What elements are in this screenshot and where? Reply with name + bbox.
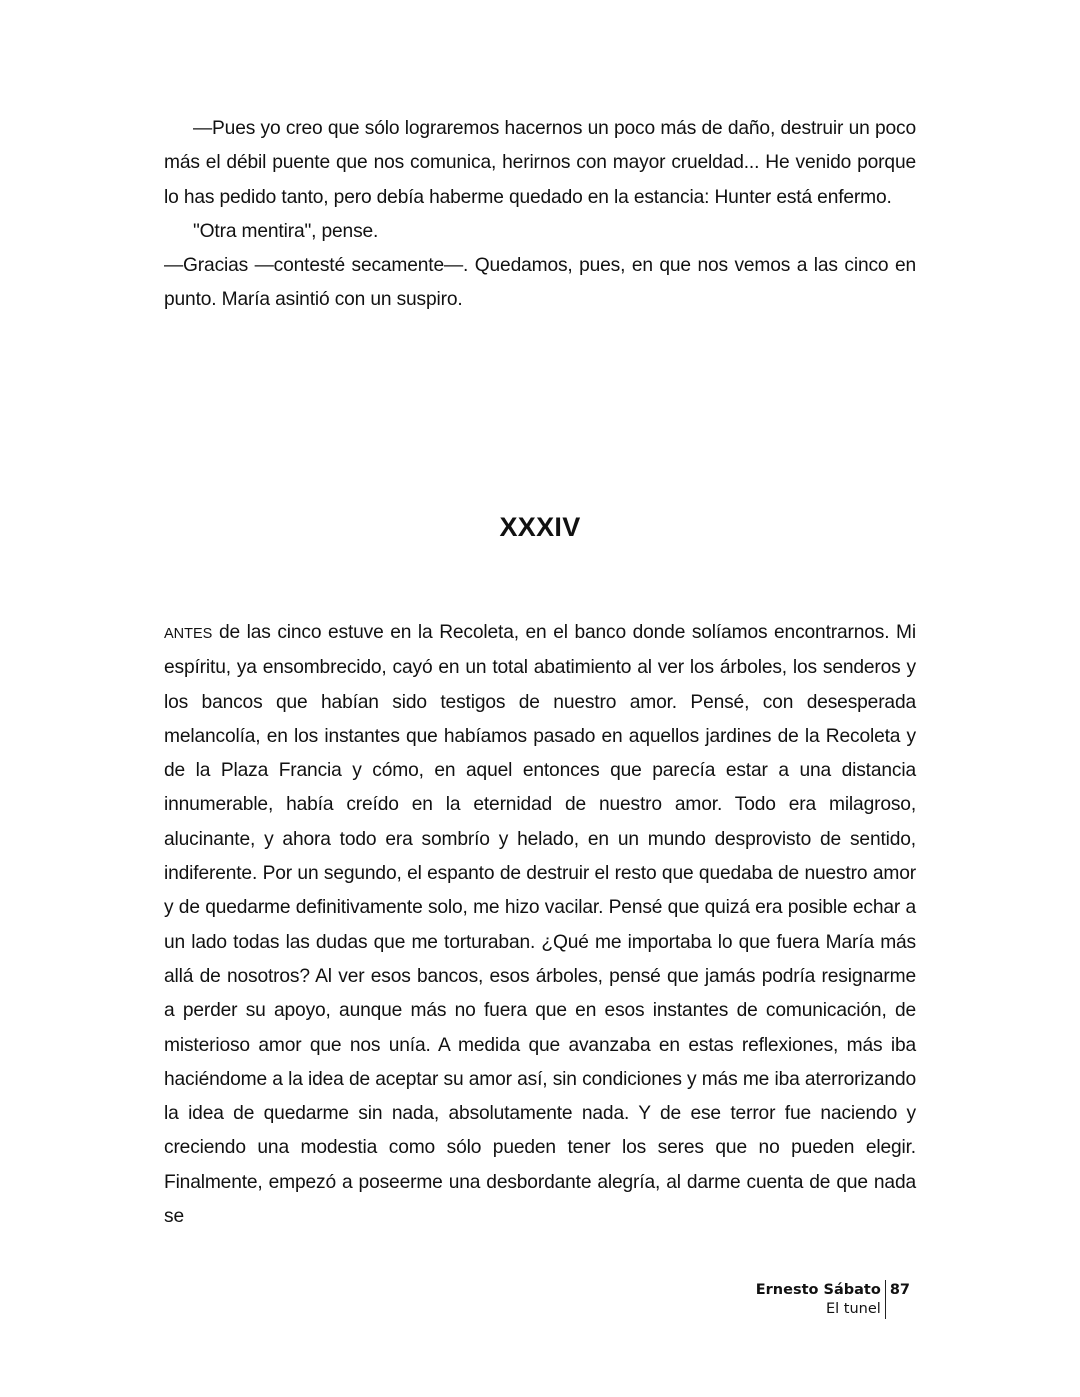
lead-smallcaps: ANTES [164, 626, 213, 642]
footer-author: Ernesto Sábato [755, 1282, 881, 1298]
paragraph-pues-yo-creo: —Pues yo creo que sólo lograremos hacernos un poco más de daño, destruir un poco más el débil puente que nos comunica, herirnos con mayor crueldad... He venido porque lo has pedido tanto, pero debía haberme quedado en la estancia: Hunter está enfermo. [164, 118, 916, 208]
footer-book-title: El tunel [825, 1301, 881, 1317]
footer-credits [756, 1280, 886, 1319]
page-number: 87 [889, 1282, 910, 1298]
page-footer [756, 1280, 910, 1319]
chapter-paragraph [164, 616, 916, 1234]
paragraph-otra-mentira: "Otra mentira", pense. [193, 220, 379, 242]
chapter-body [164, 616, 916, 1234]
chapter-title: XXXIV [499, 512, 581, 542]
dialogue-section [164, 112, 916, 318]
paragraph-gracias: —Gracias —contesté secamente—. Quedamos, pues, en que nos vemos a las cinco en punto. María asintió con un suspiro. [164, 255, 916, 311]
chapter-paragraph-text: de las cinco estuve en la Recoleta, en el banco donde solíamos encontrarnos. Mi espíritu, ya ensombrecido, cayó en un total abatimiento al ver los árboles, los senderos y los bancos que habían sido testigos de nuestro amor. Pensé, con desesperada melancolía, en los instantes que habíamos pasado en aquellos jardines de la Recoleta y de la Plaza Francia y cómo, en aquel entonces que parecía estar a una distancia innumerable, había creído en la eternidad de nuestro amor. Todo era milagroso, alucinante, y ahora todo era sombrío y helado, en un mundo desprovisto de sentido, indiferente. Por un segundo, el espanto de destruir el resto que quedaba de nuestro amor y de quedarme definitivamente solo, me hizo vacilar. Pensé que quizá era posible echar a un lado todas las dudas que me torturaban. ¿Qué me importaba lo que fuera María más allá de nosotros? Al ver esos bancos, esos árboles, pensé que jamás podría resignarme a perder su apoyo, aunque más no fuera que en esos instantes de comunicación, de misterioso amor que nos unía. A medida que avanzaba en estas reflexiones, más iba haciéndome a la idea de aceptar su amor así, sin condiciones y más me iba aterrorizando la idea de quedarme sin nada, absolutamente nada. Y de ese terror fue naciendo y creciendo una modestia como sólo pueden tener los seres que no pueden elegir. Finalmente, empezó a poseerme una desbordante alegría, al darme cuenta de que nada se [164, 622, 916, 1228]
